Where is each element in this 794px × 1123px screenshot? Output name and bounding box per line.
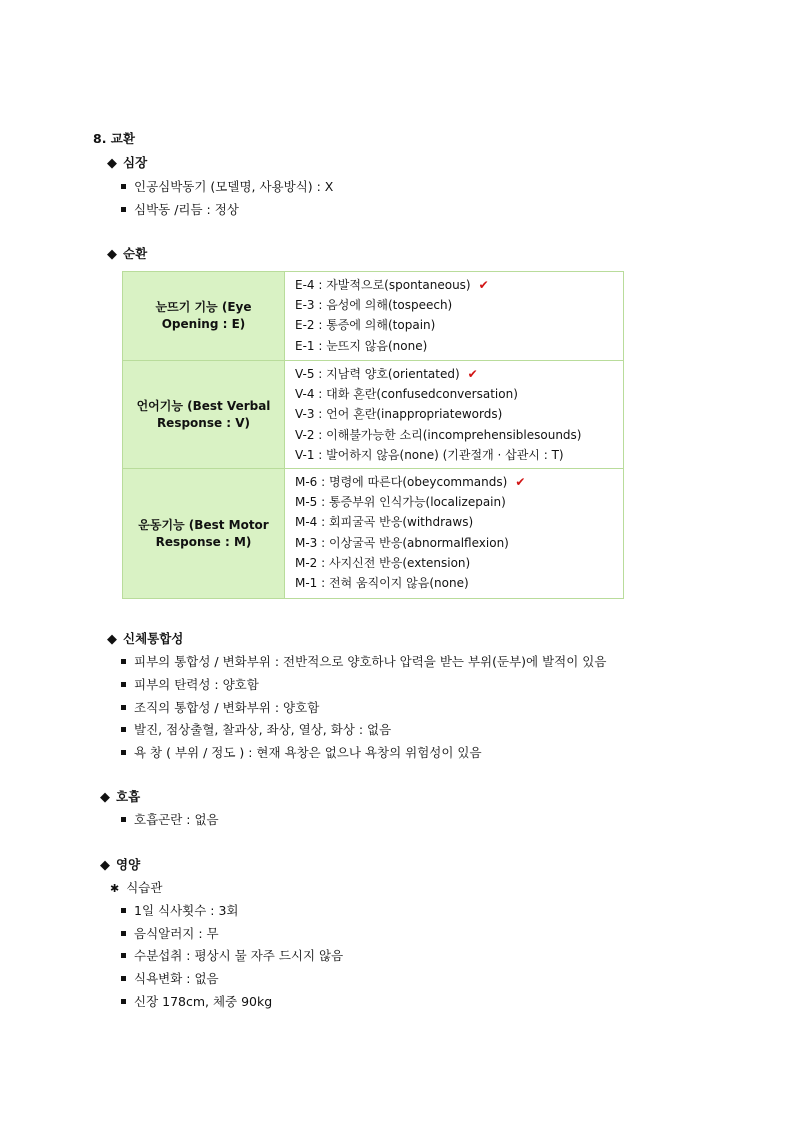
circulation-heading bbox=[107, 246, 147, 263]
gcs-options-verbal bbox=[285, 361, 624, 469]
list-item: 1일 식사횟수 : 3회 bbox=[121, 903, 239, 919]
check-mark-icon: ✔ bbox=[478, 278, 489, 292]
check-mark-icon: ✔ bbox=[515, 475, 526, 490]
square-bullet-icon bbox=[121, 705, 126, 710]
gcs-option: M-6 : 명령에 따른다(obeycommands) ✔ bbox=[295, 475, 526, 490]
list-item: 호흡곤란 : 없음 bbox=[121, 812, 219, 828]
nutrition-heading bbox=[100, 857, 140, 874]
table-row bbox=[123, 361, 624, 469]
square-bullet-icon bbox=[121, 659, 126, 664]
list-item: 음식알러지 : 무 bbox=[121, 926, 219, 942]
gcs-option: M-3 : 이상굴곡 반응(abnormalflexion) bbox=[295, 535, 509, 550]
diamond-bullet-icon: ◆ bbox=[107, 632, 117, 647]
list-item: 발진, 점상출혈, 찰과상, 좌상, 열상, 화상 : 없음 bbox=[121, 722, 391, 738]
table-row bbox=[123, 469, 624, 599]
list-item: 수분섭취 : 평상시 물 자주 드시지 않음 bbox=[121, 948, 343, 964]
gcs-options-eye bbox=[285, 272, 624, 361]
respiration-title: 호흡 bbox=[116, 789, 141, 804]
gcs-option: E-3 : 음성에 의해(tospeech) bbox=[295, 298, 453, 313]
list-item: 심박동 /리듬 : 정상 bbox=[121, 202, 239, 218]
square-bullet-icon bbox=[121, 682, 126, 687]
gcs-label-motor: 운동기능 (Best Motor Response : M) bbox=[123, 469, 285, 599]
diamond-bullet-icon: ◆ bbox=[107, 247, 117, 262]
gcs-option: M-1 : 전혀 움직이지 않음(none) bbox=[295, 576, 469, 591]
list-item: 신장 178cm, 체중 90kg bbox=[121, 994, 272, 1010]
diamond-bullet-icon: ◆ bbox=[100, 858, 110, 873]
gcs-option: V-4 : 대화 혼란(confusedconversation) bbox=[295, 387, 518, 402]
nutrition-title: 영양 bbox=[116, 857, 141, 872]
gcs-option: E-4 : 자발적으로(spontaneous) ✔ bbox=[295, 278, 489, 292]
nutrition-sub-title: 식습관 bbox=[126, 880, 163, 895]
respiration-heading bbox=[100, 789, 140, 806]
gcs-option: V-2 : 이해불가능한 소리(incomprehensiblesounds) bbox=[295, 427, 582, 442]
square-bullet-icon bbox=[121, 999, 126, 1004]
gcs-option: V-1 : 발어하지 않음(none) (기관절개 · 삽관시 : T) bbox=[295, 447, 564, 462]
circulation-title: 순환 bbox=[123, 246, 148, 261]
gcs-option: E-2 : 통증에 의해(topain) bbox=[295, 318, 436, 333]
check-mark-icon: ✔ bbox=[467, 367, 478, 381]
heart-heading bbox=[107, 155, 147, 172]
gcs-option: M-5 : 통증부위 인식가능(localizepain) bbox=[295, 495, 506, 510]
square-bullet-icon bbox=[121, 207, 126, 212]
square-bullet-icon bbox=[121, 184, 126, 189]
square-bullet-icon bbox=[121, 953, 126, 958]
gcs-option: M-2 : 사지신전 반응(extension) bbox=[295, 555, 471, 570]
gcs-option: V-5 : 지남력 양호(orientated) ✔ bbox=[295, 367, 478, 381]
diamond-bullet-icon: ◆ bbox=[107, 156, 117, 171]
integrity-heading bbox=[107, 631, 183, 648]
list-item: 피부의 통합성 / 변화부위 : 전반적으로 양호하나 압력을 받는 부위(둔부)에 발적이 있음 bbox=[121, 654, 606, 670]
list-item: 욕 창 ( 부위 / 정도 ) : 현재 욕창은 없으나 욕창의 위험성이 있음 bbox=[121, 745, 482, 761]
list-item: 피부의 탄력성 : 양호함 bbox=[121, 677, 259, 693]
square-bullet-icon bbox=[121, 750, 126, 755]
square-bullet-icon bbox=[121, 976, 126, 981]
integrity-title: 신체통합성 bbox=[123, 631, 184, 646]
gcs-option: V-3 : 언어 혼란(inappropriatewords) bbox=[295, 407, 503, 422]
list-item: 인공심박동기 (모델명, 사용방식) : X bbox=[121, 179, 333, 195]
gcs-label-verbal: 언어기능 (Best Verbal Response : V) bbox=[123, 361, 285, 469]
gcs-label-eye: 눈뜨기 기능 (Eye Opening : E) bbox=[123, 272, 285, 361]
list-item: 식욕변화 : 없음 bbox=[121, 971, 219, 987]
gcs-table bbox=[122, 271, 624, 599]
section-title: 8. 교환 bbox=[93, 131, 135, 146]
square-bullet-icon bbox=[121, 931, 126, 936]
heart-title: 심장 bbox=[123, 155, 148, 170]
table-row bbox=[123, 272, 624, 361]
square-bullet-icon bbox=[121, 908, 126, 913]
diamond-bullet-icon: ◆ bbox=[100, 790, 110, 805]
nutrition-subheading bbox=[110, 880, 162, 897]
asterisk-bullet-icon: ✱ bbox=[110, 882, 120, 895]
square-bullet-icon bbox=[121, 727, 126, 732]
list-item: 조직의 통합성 / 변화부위 : 양호함 bbox=[121, 700, 319, 716]
gcs-option: M-4 : 회피굴곡 반응(withdraws) bbox=[295, 515, 474, 530]
square-bullet-icon bbox=[121, 817, 126, 822]
gcs-options-motor bbox=[285, 469, 624, 599]
gcs-option: E-1 : 눈뜨지 않음(none) bbox=[295, 338, 428, 353]
